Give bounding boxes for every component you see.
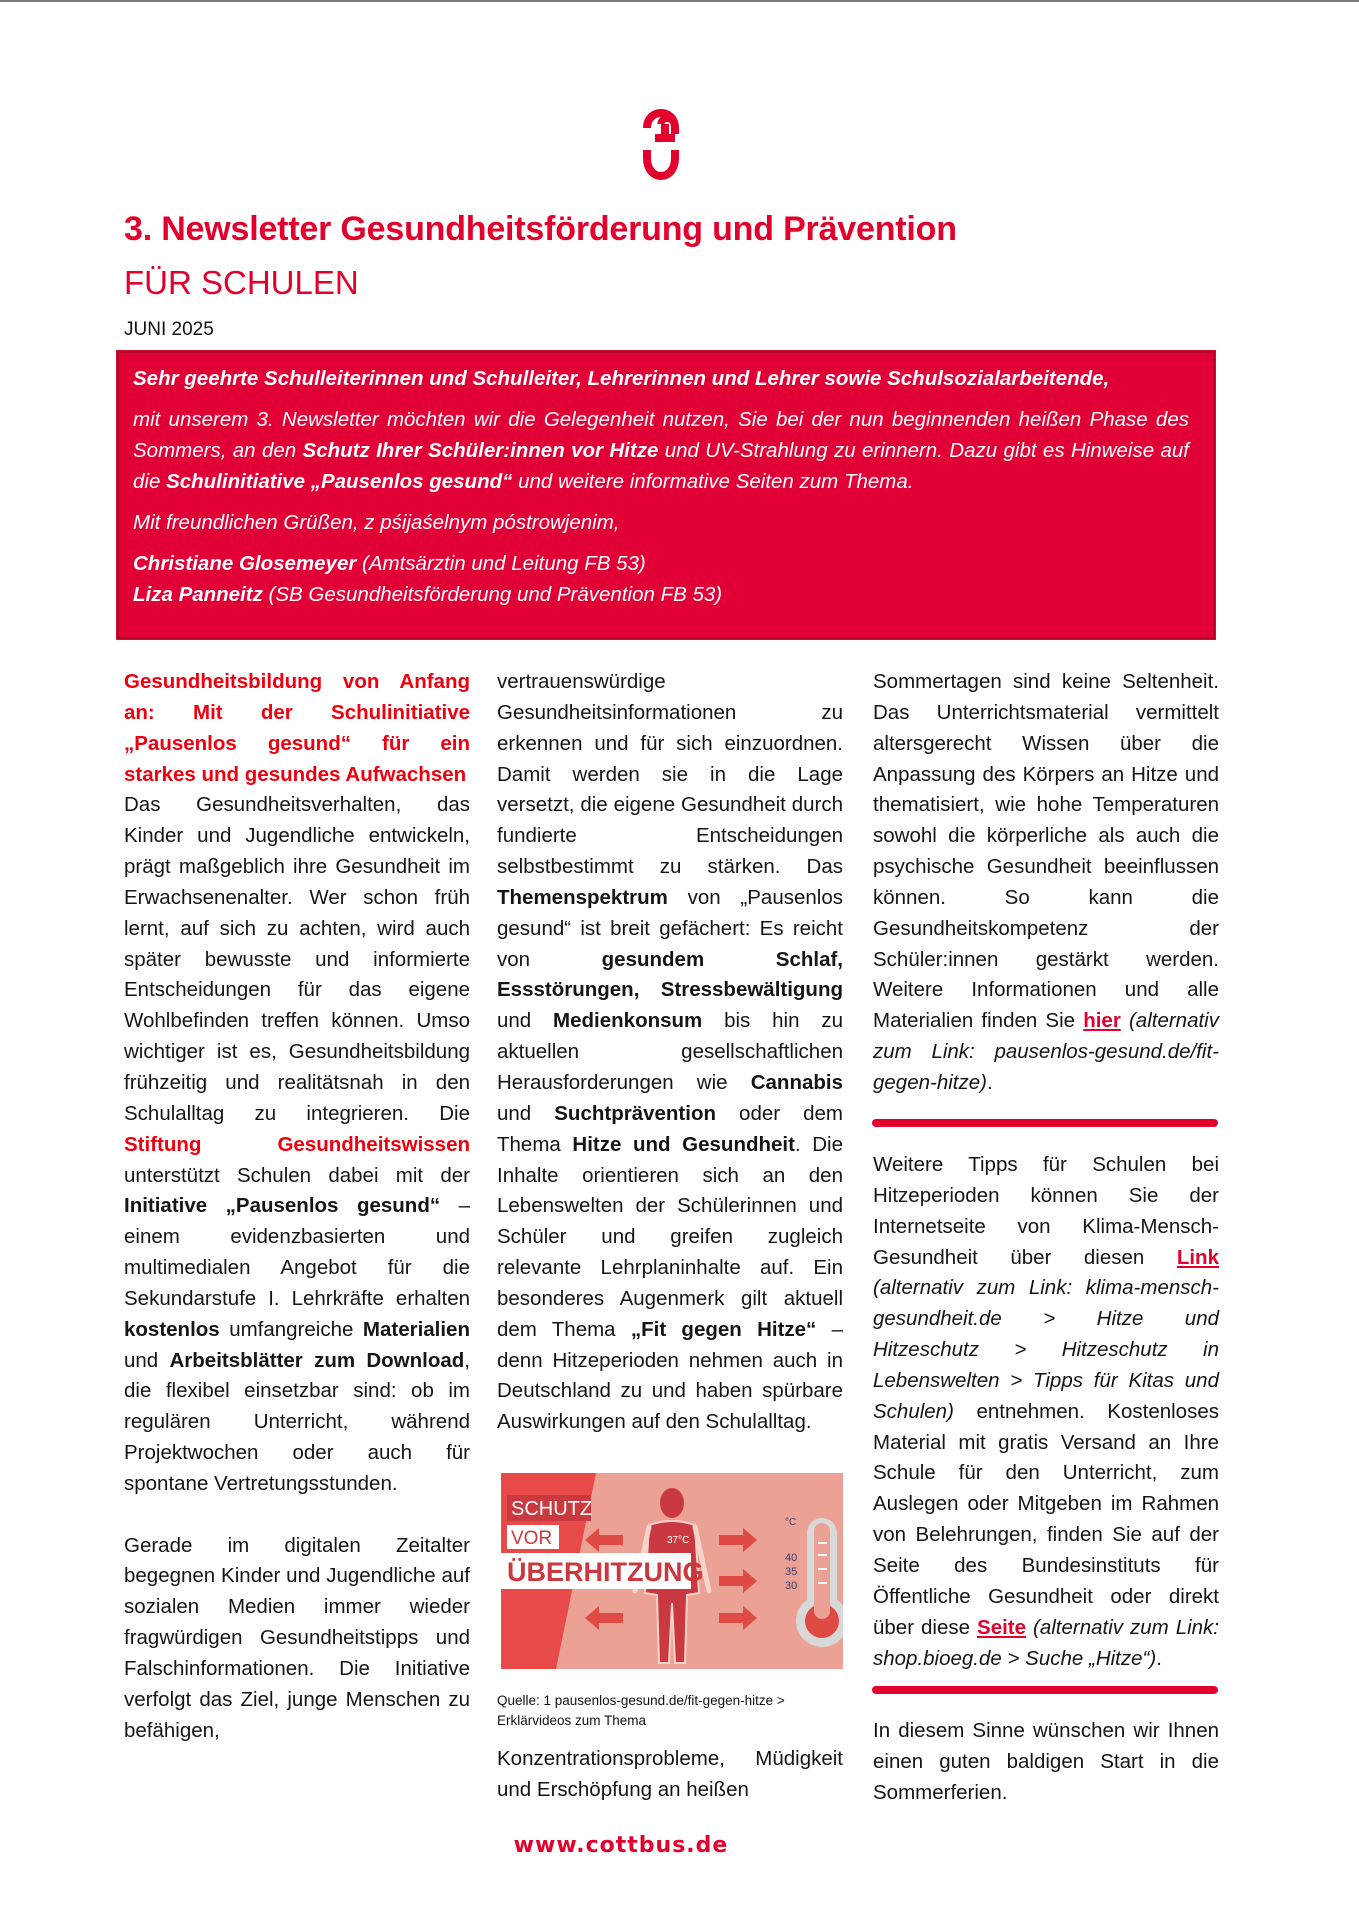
article-heading: Gesundheitsbildung von Anfang an: Mit der Schulinitiative „Pausenlos gesund“ für ein starkes und gesundes Aufwachsen bbox=[124, 670, 470, 786]
svg-text:40: 40 bbox=[785, 1552, 798, 1564]
seite-link[interactable]: Seite bbox=[977, 1615, 1027, 1639]
signature-2: Liza Panneitz (SB Gesundheitsförderung und Prävention FB 53) bbox=[133, 583, 723, 606]
article-paragraph-2-continued: vertrauenswürdige Gesundheitsinformationen zu erkennen und für sich einzuordnen. Damit werden sie in die Lage versetzt, die eigene Gesundheit durch fundierte Entscheidungen selbstbestimmt zu stärken. Das Themenspektrum von „Pausenlos gesund“ ist breit gefächert: Es reicht von gesundem Schlaf, Essstörungen, Stressbewältigung und Medienkonsum bis hin zu aktuellen gesellschaftlichen Herausforderungen wie Cannabis und Suchtprävention oder dem Thema Hitze und Gesundheit. Die Inhalte orientieren sich an den Lebenswelten der Schülerinnen und Schüler und greifen zugleich relevante Lehrplaninhalte auf. Ein besonderes Augenmerk gilt aktuell dem Thema „Fit gegen Hitze“ – denn Hitzeperioden nehmen auch in Deutschland zu und haben spürbare Auswirkungen auf den Schulalltag. bbox=[497, 670, 844, 1434]
svg-text:35: 35 bbox=[785, 1566, 798, 1578]
svg-text:°C: °C bbox=[785, 1517, 797, 1528]
website-link[interactable]: www.cottbus.de bbox=[513, 1833, 729, 1858]
article-paragraph-1: Das Gesundheitsverhalten, das Kinder und Jugendliche entwickeln, prägt maßgeblich ihre Gesundheit im Erwachsenenalter. Wer schon früh lernt, auf sich zu achten, wird auch später bewusste und informierte Entscheidungen für das eigene Wohlbefinden treffen können. Umso wichtiger ist es, Gesundheitsbildung frühzeitig und realitätsnah in den Schulalltag zu integrieren. Die Stiftung Gesundheitswissen unterstützt Schulen dabei mit der Initiative „Pausenlos gesund“ – einem evidenzbasierten und multimedialen Angebot für die Sekundarstufe I. Lehrkräfte erhalten kostenlos umfangreiche Materialien und Arbeitsblätter zum Download, die flexibel einsetzbar sind: ob im regulären Unterricht, während Projektwochen oder auch für spontane Vertretungsstunden. bbox=[124, 793, 470, 1495]
cottbus-logo-icon bbox=[641, 98, 681, 186]
column-2-after-image: Konzentrationsprobleme, Müdigkeit und Erschöpfung an heißen bbox=[497, 1747, 843, 1801]
closing-section bbox=[873, 1716, 1219, 1809]
tips-paragraph: Weitere Tipps für Schulen bei Hitzeperioden können Sie der Internetseite von Klima-Mensch-Gesundheit über diesen Link (alternativ zum Link: klima-mensch-gesundheit.de > Hitze und Hitzeschutz > Hitzeschutz in Lebenswelten > Tipps für Kitas und Schulen) entnehmen. Kostenloses Material mit gratis Versand an Ihre Schule für den Unterricht, zum Auslegen oder Mitgeben im Rahmen von Belehrungen, finden Sie auf der Seite des Bundesinstituts für Öffentliche Gesundheit oder direkt über diese Seite (alternativ zum Link: shop.bioeg.de > Suche „Hitze“). bbox=[873, 1153, 1220, 1670]
closing: Mit freundlichen Grüßen, z pśijaśelnym póstrowjenim, bbox=[133, 511, 620, 534]
column-1 bbox=[124, 667, 470, 1747]
klima-link[interactable]: Link bbox=[1176, 1245, 1219, 1269]
tips-section bbox=[873, 1150, 1219, 1674]
newsletter-title: 3. Newsletter Gesundheitsförderung und Prävention bbox=[124, 210, 957, 248]
svg-text:SCHUTZ: SCHUTZ bbox=[511, 1498, 593, 1520]
issue-date: JUNI 2025 bbox=[124, 319, 214, 340]
column-2 bbox=[497, 667, 843, 1438]
column-3 bbox=[873, 667, 1219, 1099]
intro-box bbox=[117, 351, 1215, 639]
section-divider bbox=[872, 1119, 1218, 1127]
svg-text:ÜBERHITZUNG: ÜBERHITZUNG bbox=[507, 1557, 704, 1587]
stiftung-gesundheitswissen: Stiftung Gesundheitswissen bbox=[124, 1132, 470, 1156]
section-divider bbox=[872, 1686, 1218, 1694]
page-top-border bbox=[0, 0, 1359, 2]
overheating-illustration bbox=[501, 1473, 843, 1669]
svg-text:30: 30 bbox=[785, 1580, 798, 1592]
image-caption: Quelle: 1 pausenlos-gesund.de/fit-gegen-hitze > Erklärvideos zum Thema bbox=[497, 1693, 785, 1728]
hier-link[interactable]: hier bbox=[1083, 1009, 1121, 1033]
salutation: Sehr geehrte Schulleiterinnen und Schulleiter, Lehrerinnen und Lehrer sowie Schulsozialarbeitende, bbox=[133, 367, 1110, 390]
signature-1: Christiane Glosemeyer (Amtsärztin und Leitung FB 53) bbox=[133, 552, 646, 575]
newsletter-subtitle: FÜR SCHULEN bbox=[124, 264, 359, 301]
footer bbox=[0, 1833, 1359, 1858]
intro-paragraph: mit unserem 3. Newsletter möchten wir die Gelegenheit nutzen, Sie bei der nun beginnenden heißen Phase des Sommers, an den Schutz Ihrer Schüler:innen vor Hitze und UV-Strahlung zu erinnern. Dazu gibt es Hinweise auf die Schulinitiative „Pausenlos gesund“ und weitere informative Seiten zum Thema. bbox=[133, 408, 1189, 493]
svg-text:VOR: VOR bbox=[511, 1528, 553, 1549]
closing-paragraph: In diesem Sinne wünschen wir Ihnen einen guten baldigen Start in die Sommerferien. bbox=[873, 1719, 1219, 1804]
article-paragraph-3: Sommertagen sind keine Seltenheit. Das Unterrichtsmaterial vermittelt altersgerecht Wissen über die Anpassung des Körpers an Hitze und thematisiert, wie hohe Temperaturen sowohl die körperliche als auch die psychische Gesundheit beeinflussen können. So kann die Gesundheitskompetenz der Schüler:innen gestärkt werden. Weitere Informationen und alle Materialien finden Sie hier (alternativ zum Link: pausenlos-gesund.de/fit-gegen-hitze). bbox=[873, 670, 1219, 1094]
article-paragraph-2: Gerade im digitalen Zeitalter begegnen Kinder und Jugendliche auf sozialen Medien immer wieder fragwürdigen Gesundheitstipps und Falschinformationen. Die Initiative verfolgt das Ziel, junge Menschen zu befähigen, bbox=[124, 1533, 470, 1742]
svg-text:37°C: 37°C bbox=[667, 1535, 690, 1546]
